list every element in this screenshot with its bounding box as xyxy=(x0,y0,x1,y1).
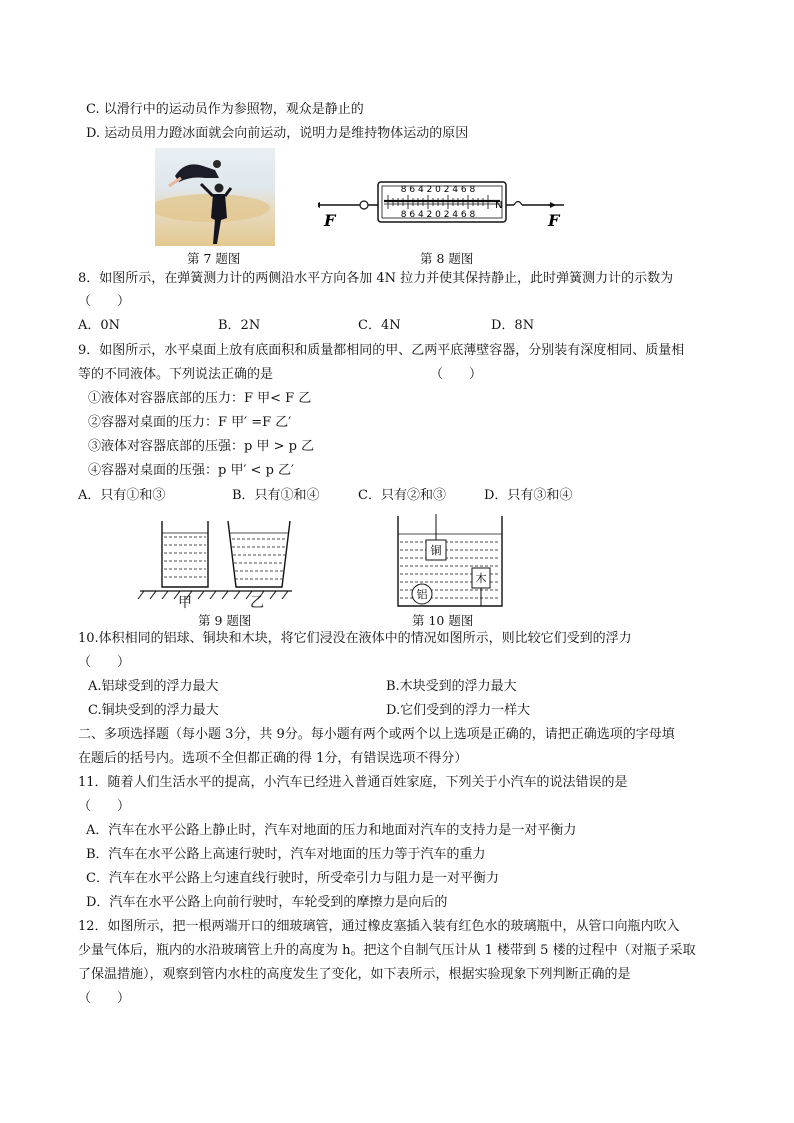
containers-diagram xyxy=(136,515,296,611)
q9-option-c: C．只有②和③ xyxy=(358,488,446,503)
aluminum-label: 铝 xyxy=(416,588,428,601)
section-2-instructions-line1: 二、多项选择题（每小题 3分，共 9分。每小题有两个或两个以上选项是正确的，请把正确选项的字母填 xyxy=(78,727,675,742)
scale-top-numbers: 8 6 4 2 0 2 4 6 8 xyxy=(400,185,476,195)
q9-item-2: ②容器对桌面的压力：F 甲′ =F 乙′ xyxy=(88,415,292,430)
q12-stem-line2: 少量气体后，瓶内的水沿玻璃管上升的高度为 h。把这个自制气压计从 1 楼带到 5 楼的过程中（对瓶子采取 xyxy=(78,943,696,958)
q12-stem-line1: 12．如图所示，把一根两端开口的细玻璃管，通过橡皮塞插入装有红色水的玻璃瓶中，从管口向瓶内吹入 xyxy=(78,919,680,934)
q8-option-c: C．4N xyxy=(358,318,401,333)
q9-option-a: A．只有①和③ xyxy=(78,488,166,503)
q11-stem: 11．随着人们生活水平的提高，小汽车已经进入普通百姓家庭，下列关于小汽车的说法错误的是 xyxy=(78,775,628,790)
q9-option-b: B．只有①和④ xyxy=(232,488,320,503)
figure-7-skating-photo xyxy=(155,148,275,246)
force-right-label: F xyxy=(548,211,560,230)
q10-blank: （ ） xyxy=(78,655,131,670)
scale-unit-label: N xyxy=(495,200,503,211)
q11-option-b: B．汽车在水平公路上高速行驶时，汽车对地面的压力等于汽车的重力 xyxy=(86,847,486,862)
skaters-illustration xyxy=(155,148,275,246)
copper-label: 铜 xyxy=(430,544,442,557)
figure-8-spring-scale xyxy=(318,168,568,230)
submerged-objects-diagram xyxy=(394,514,506,610)
q8-option-d: D．8N xyxy=(491,318,535,333)
q7-option-c: C. 以滑行中的运动员作为参照物，观众是静止的 xyxy=(86,102,364,117)
figure-10-submerged-objects xyxy=(394,514,506,610)
q9-stem-line2: 等的不同液体。下列说法正确的是 xyxy=(78,367,274,382)
wood-label: 木 xyxy=(475,572,487,585)
q12-blank: （ ） xyxy=(78,991,131,1006)
figure-10-caption: 第 10 题图 xyxy=(412,613,474,628)
q8-blank: （ ） xyxy=(78,294,131,309)
spring-scale-diagram xyxy=(318,168,568,230)
scale-bottom-numbers: 8 6 4 2 0 2 4 6 8 xyxy=(400,210,476,220)
q10-stem: 10.体积相同的铝球、铜块和木块，将它们浸没在液体中的情况如图所示，则比较它们受到的浮力 xyxy=(78,631,632,646)
q9-stem-line1: 9．如图所示，水平桌面上放有底面积和质量都相同的甲、乙两平底薄壁容器，分别装有深度相同、质量相 xyxy=(78,343,685,358)
q11-option-c: C．汽车在水平公路上匀速直线行驶时，所受牵引力与阻力是一对平衡力 xyxy=(86,871,499,886)
section-2-instructions-line2: 在题后的括号内。选项不全但都正确的得 1分，有错误选项不得分） xyxy=(78,751,468,766)
figure-9-label-yi: 乙 xyxy=(250,595,264,611)
figure-7-caption: 第 7 题图 xyxy=(187,251,241,266)
q10-option-c: C.铜块受到的浮力最大 xyxy=(88,703,219,718)
q9-item-4: ④容器对桌面的压强：p 甲′ < p 乙′ xyxy=(88,463,294,478)
figure-8-caption: 第 8 题图 xyxy=(420,251,474,266)
q12-stem-line3: 了保温措施），观察到管内水柱的高度发生了变化，如下表所示，根据实验现象下列判断正确的是 xyxy=(78,967,631,982)
q11-blank: （ ） xyxy=(78,799,131,814)
q9-option-d: D．只有③和④ xyxy=(484,488,573,503)
q8-stem: 8．如图所示，在弹簧测力计的两侧沿水平方向各加 4N 拉力并使其保持静止，此时弹簧测力计的示数为 xyxy=(78,271,674,286)
q9-blank: （ ） xyxy=(430,367,483,382)
q10-option-a: A.铝球受到的浮力最大 xyxy=(88,679,219,694)
q11-option-d: D．汽车在水平公路上向前行驶时，车轮受到的摩擦力是向后的 xyxy=(86,895,448,910)
q9-item-3: ③液体对容器底部的压强：p 甲 > p 乙 xyxy=(88,439,315,454)
q11-option-a: A．汽车在水平公路上静止时，汽车对地面的压力和地面对汽车的支持力是一对平衡力 xyxy=(86,823,577,838)
figure-9-containers xyxy=(136,515,296,611)
q8-option-b: B．2N xyxy=(218,318,261,333)
q7-option-d: D. 运动员用力蹬冰面就会向前运动，说明力是维持物体运动的原因 xyxy=(86,126,469,141)
figure-9-caption: 第 9 题图 xyxy=(198,613,252,628)
q8-option-a: A．0N xyxy=(78,318,121,333)
q10-option-d: D.它们受到的浮力一样大 xyxy=(386,703,531,718)
q10-option-b: B.木块受到的浮力最大 xyxy=(386,679,517,694)
q9-item-1: ①液体对容器底部的压力：F 甲< F 乙 xyxy=(88,391,312,406)
force-left-label: F xyxy=(324,211,336,230)
figure-9-label-jia: 甲 xyxy=(178,595,192,611)
